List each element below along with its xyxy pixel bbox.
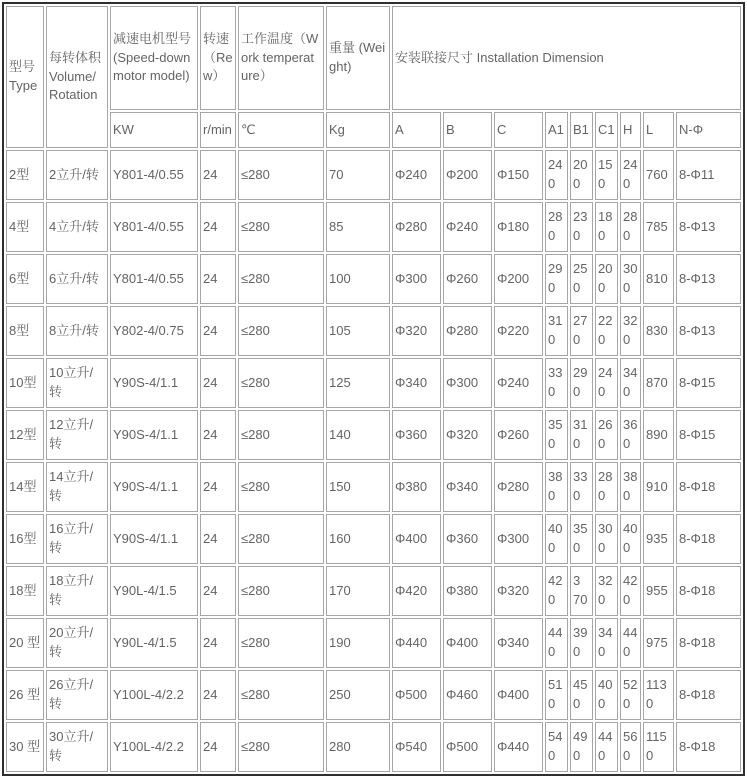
cell-H: 520: [620, 670, 641, 720]
cell-B1: 3 70: [570, 566, 593, 616]
cell-speed: 24: [200, 670, 236, 720]
cell-C: Φ200: [494, 254, 543, 304]
table-row: [6, 202, 741, 252]
cell-A: Φ340: [392, 358, 441, 408]
table-body: [6, 150, 741, 772]
cell-L: 1130: [643, 670, 674, 720]
table-row: [6, 358, 741, 408]
cell-C1: 280: [595, 462, 618, 512]
cell-volume: 4立升/转: [46, 202, 108, 252]
cell-A1: 310: [545, 306, 568, 356]
cell-volume: 6立升/转: [46, 254, 108, 304]
cell-N: 8-Φ18: [676, 566, 741, 616]
cell-A: Φ280: [392, 202, 441, 252]
cell-volume: 20立升/转: [46, 618, 108, 668]
cell-speed: 24: [200, 618, 236, 668]
table-row: [6, 618, 741, 668]
cell-weight: 70: [326, 150, 390, 200]
cell-C: Φ440: [494, 722, 543, 772]
cell-N: 8-Φ11: [676, 150, 741, 200]
cell-H: 300: [620, 254, 641, 304]
cell-B: Φ240: [443, 202, 492, 252]
cell-N: 8-Φ18: [676, 618, 741, 668]
cell-C: Φ280: [494, 462, 543, 512]
cell-motor: Y90S-4/1.1: [110, 514, 198, 564]
cell-weight: 190: [326, 618, 390, 668]
cell-N: 8-Φ18: [676, 670, 741, 720]
cell-L: 955: [643, 566, 674, 616]
cell-A1: 350: [545, 410, 568, 460]
cell-weight: 140: [326, 410, 390, 460]
col-A1: A1: [545, 112, 568, 148]
cell-L: 810: [643, 254, 674, 304]
table-row: [6, 254, 741, 304]
cell-temp: ≤280: [238, 150, 324, 200]
cell-weight: 160: [326, 514, 390, 564]
cell-L: 870: [643, 358, 674, 408]
cell-N: 8-Φ15: [676, 410, 741, 460]
cell-N: 8-Φ15: [676, 358, 741, 408]
header-temp: 工作温度（Work temperature）: [238, 6, 324, 110]
cell-temp: ≤280: [238, 670, 324, 720]
cell-A1: 420: [545, 566, 568, 616]
cell-B: Φ320: [443, 410, 492, 460]
table-row: [6, 306, 741, 356]
cell-type: 30 型: [6, 722, 44, 772]
cell-weight: 250: [326, 670, 390, 720]
header-row-2: [6, 112, 741, 148]
cell-B1: 270: [570, 306, 593, 356]
cell-B: Φ260: [443, 254, 492, 304]
cell-weight: 100: [326, 254, 390, 304]
header-speed: 转速（Re w）: [200, 6, 236, 110]
cell-volume: 10立升/转: [46, 358, 108, 408]
cell-C: Φ150: [494, 150, 543, 200]
cell-C1: 260: [595, 410, 618, 460]
cell-B1: 290: [570, 358, 593, 408]
table-row: [6, 722, 741, 772]
cell-N: 8-Φ18: [676, 722, 741, 772]
cell-A1: 540: [545, 722, 568, 772]
cell-weight: 280: [326, 722, 390, 772]
cell-motor: Y801-4/0.55: [110, 150, 198, 200]
cell-A: Φ360: [392, 410, 441, 460]
cell-motor: Y100L-4/2.2: [110, 722, 198, 772]
cell-A: Φ540: [392, 722, 441, 772]
cell-C1: 180: [595, 202, 618, 252]
col-B1: B1: [570, 112, 593, 148]
table-row: [6, 410, 741, 460]
cell-C: Φ320: [494, 566, 543, 616]
cell-L: 935: [643, 514, 674, 564]
unit-weight: Kg: [326, 112, 390, 148]
cell-L: 910: [643, 462, 674, 512]
cell-speed: 24: [200, 566, 236, 616]
cell-weight: 170: [326, 566, 390, 616]
cell-B1: 330: [570, 462, 593, 512]
cell-L: 975: [643, 618, 674, 668]
cell-type: 8型: [6, 306, 44, 356]
cell-temp: ≤280: [238, 514, 324, 564]
unit-temp: ℃: [238, 112, 324, 148]
cell-B: Φ380: [443, 566, 492, 616]
unit-motor: KW: [110, 112, 198, 148]
cell-L: 760: [643, 150, 674, 200]
cell-H: 420: [620, 566, 641, 616]
cell-motor: Y801-4/0.55: [110, 254, 198, 304]
table-row: [6, 514, 741, 564]
cell-C: Φ180: [494, 202, 543, 252]
cell-B1: 310: [570, 410, 593, 460]
cell-A1: 280: [545, 202, 568, 252]
header-installation-dimension: 安装联接尺寸 Installation Dimension: [392, 6, 741, 110]
col-B: B: [443, 112, 492, 148]
table-row: [6, 566, 741, 616]
cell-volume: 30立升/转: [46, 722, 108, 772]
cell-H: 340: [620, 358, 641, 408]
cell-type: 18型: [6, 566, 44, 616]
cell-H: 440: [620, 618, 641, 668]
cell-C: Φ300: [494, 514, 543, 564]
cell-H: 280: [620, 202, 641, 252]
cell-motor: Y801-4/0.55: [110, 202, 198, 252]
cell-weight: 105: [326, 306, 390, 356]
spec-table: [2, 2, 745, 776]
cell-temp: ≤280: [238, 462, 324, 512]
cell-B: Φ280: [443, 306, 492, 356]
cell-speed: 24: [200, 462, 236, 512]
col-H: H: [620, 112, 641, 148]
cell-A: Φ440: [392, 618, 441, 668]
cell-speed: 24: [200, 254, 236, 304]
cell-C1: 400: [595, 670, 618, 720]
cell-N: 8-Φ18: [676, 462, 741, 512]
cell-C1: 320: [595, 566, 618, 616]
cell-temp: ≤280: [238, 254, 324, 304]
cell-weight: 85: [326, 202, 390, 252]
cell-H: 360: [620, 410, 641, 460]
cell-A1: 510: [545, 670, 568, 720]
cell-C: Φ240: [494, 358, 543, 408]
cell-H: 320: [620, 306, 641, 356]
cell-B1: 450: [570, 670, 593, 720]
cell-type: 2型: [6, 150, 44, 200]
header-row-1: [6, 6, 741, 110]
cell-B1: 230: [570, 202, 593, 252]
cell-A1: 330: [545, 358, 568, 408]
cell-volume: 12立升/转: [46, 410, 108, 460]
cell-B1: 250: [570, 254, 593, 304]
cell-speed: 24: [200, 514, 236, 564]
cell-C: Φ340: [494, 618, 543, 668]
table-header: [6, 6, 741, 148]
cell-weight: 150: [326, 462, 390, 512]
cell-speed: 24: [200, 306, 236, 356]
cell-speed: 24: [200, 722, 236, 772]
cell-B: Φ300: [443, 358, 492, 408]
cell-A1: 380: [545, 462, 568, 512]
cell-motor: Y90S-4/1.1: [110, 462, 198, 512]
table-row: [6, 462, 741, 512]
cell-A: Φ300: [392, 254, 441, 304]
cell-H: 240: [620, 150, 641, 200]
cell-motor: Y802-4/0.75: [110, 306, 198, 356]
header-weight: 重量 (Weight): [326, 6, 390, 110]
cell-temp: ≤280: [238, 306, 324, 356]
table-row: [6, 150, 741, 200]
cell-N: 8-Φ13: [676, 202, 741, 252]
cell-C1: 340: [595, 618, 618, 668]
cell-C: Φ220: [494, 306, 543, 356]
cell-A: Φ420: [392, 566, 441, 616]
cell-B1: 390: [570, 618, 593, 668]
cell-H: 400: [620, 514, 641, 564]
cell-temp: ≤280: [238, 722, 324, 772]
cell-B1: 490: [570, 722, 593, 772]
cell-type: 20 型: [6, 618, 44, 668]
cell-C1: 220: [595, 306, 618, 356]
cell-temp: ≤280: [238, 358, 324, 408]
cell-B: Φ500: [443, 722, 492, 772]
cell-volume: 18立升/转: [46, 566, 108, 616]
cell-N: 8-Φ13: [676, 254, 741, 304]
cell-motor: Y90L-4/1.5: [110, 566, 198, 616]
header-volume: 每转体积 Volume/Rotation: [46, 6, 108, 148]
cell-B: Φ200: [443, 150, 492, 200]
cell-temp: ≤280: [238, 202, 324, 252]
cell-temp: ≤280: [238, 566, 324, 616]
cell-B1: 350: [570, 514, 593, 564]
cell-speed: 24: [200, 410, 236, 460]
cell-B: Φ360: [443, 514, 492, 564]
cell-B: Φ340: [443, 462, 492, 512]
cell-A1: 400: [545, 514, 568, 564]
cell-B: Φ460: [443, 670, 492, 720]
cell-B: Φ400: [443, 618, 492, 668]
header-motor: 减速电机型号(Speed-down motor model): [110, 6, 198, 110]
table-row: [6, 670, 741, 720]
cell-volume: 14立升/转: [46, 462, 108, 512]
cell-L: 890: [643, 410, 674, 460]
cell-volume: 2立升/转: [46, 150, 108, 200]
cell-type: 10型: [6, 358, 44, 408]
cell-volume: 8立升/转: [46, 306, 108, 356]
cell-A: Φ380: [392, 462, 441, 512]
cell-N: 8-Φ13: [676, 306, 741, 356]
col-N: N-Φ: [676, 112, 741, 148]
col-L: L: [643, 112, 674, 148]
unit-speed: r/min: [200, 112, 236, 148]
cell-C: Φ260: [494, 410, 543, 460]
cell-temp: ≤280: [238, 410, 324, 460]
cell-C1: 440: [595, 722, 618, 772]
cell-A: Φ320: [392, 306, 441, 356]
cell-motor: Y90S-4/1.1: [110, 358, 198, 408]
header-type: 型号 Type: [6, 6, 44, 148]
col-C1: C1: [595, 112, 618, 148]
cell-C1: 200: [595, 254, 618, 304]
cell-H: 380: [620, 462, 641, 512]
cell-speed: 24: [200, 358, 236, 408]
cell-motor: Y90L-4/1.5: [110, 618, 198, 668]
cell-type: 16型: [6, 514, 44, 564]
cell-L: 830: [643, 306, 674, 356]
cell-N: 8-Φ18: [676, 514, 741, 564]
cell-A1: 440: [545, 618, 568, 668]
cell-type: 6型: [6, 254, 44, 304]
cell-volume: 16立升/转: [46, 514, 108, 564]
cell-A1: 240: [545, 150, 568, 200]
cell-A: Φ500: [392, 670, 441, 720]
cell-type: 14型: [6, 462, 44, 512]
cell-volume: 26立升/转: [46, 670, 108, 720]
cell-A1: 290: [545, 254, 568, 304]
col-A: A: [392, 112, 441, 148]
cell-B1: 200: [570, 150, 593, 200]
cell-type: 12型: [6, 410, 44, 460]
cell-C: Φ400: [494, 670, 543, 720]
cell-H: 560: [620, 722, 641, 772]
cell-A: Φ400: [392, 514, 441, 564]
cell-L: 1150: [643, 722, 674, 772]
cell-temp: ≤280: [238, 618, 324, 668]
cell-A: Φ240: [392, 150, 441, 200]
cell-C1: 150: [595, 150, 618, 200]
cell-speed: 24: [200, 150, 236, 200]
cell-speed: 24: [200, 202, 236, 252]
cell-L: 785: [643, 202, 674, 252]
cell-motor: Y90S-4/1.1: [110, 410, 198, 460]
cell-C1: 240: [595, 358, 618, 408]
cell-C1: 300: [595, 514, 618, 564]
cell-weight: 125: [326, 358, 390, 408]
cell-type: 26 型: [6, 670, 44, 720]
cell-type: 4型: [6, 202, 44, 252]
cell-motor: Y100L-4/2.2: [110, 670, 198, 720]
col-C: C: [494, 112, 543, 148]
